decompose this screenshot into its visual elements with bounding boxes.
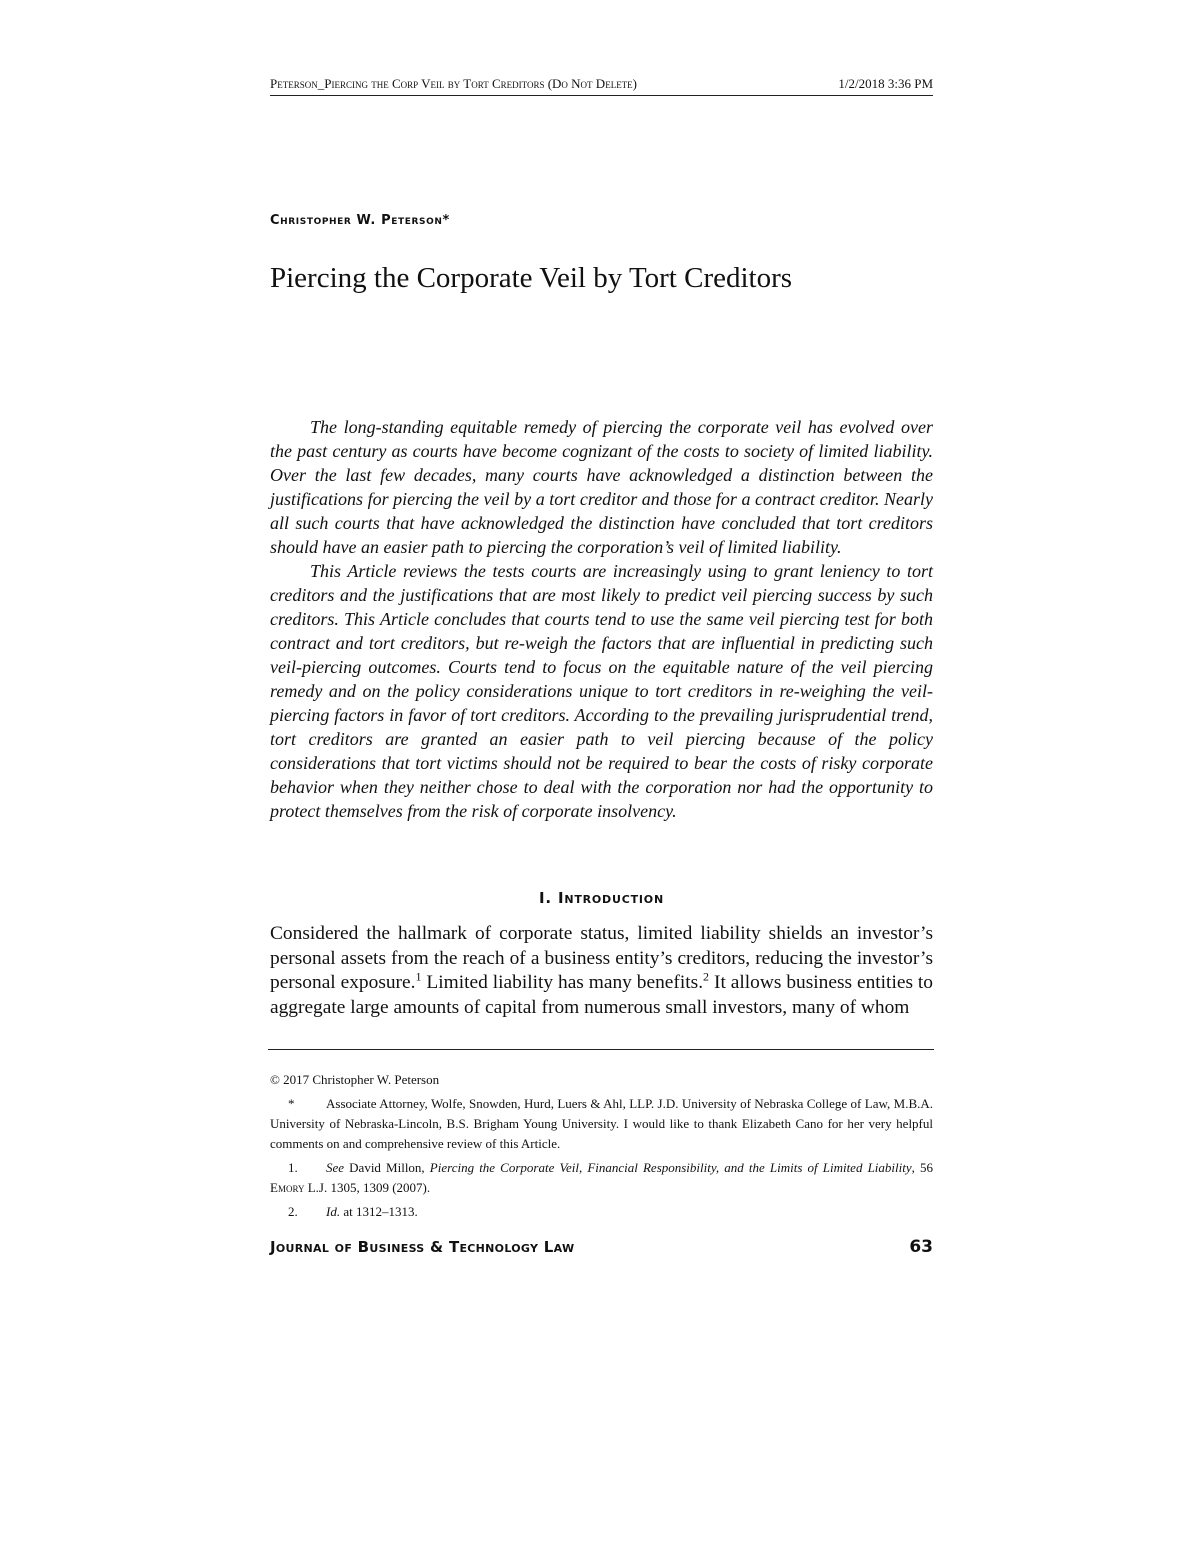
footnote-ref[interactable]: 2 xyxy=(703,969,710,984)
copyright-notice: © 2017 Christopher W. Peterson xyxy=(270,1072,440,1087)
body-text-segment: It allows business entities to aggregate large amounts of capital from numerous small investors, many of whom xyxy=(270,972,934,1018)
footnote-2 xyxy=(270,1202,933,1222)
abstract xyxy=(270,415,933,823)
running-header-title: Peterson_Piercing the Corp Veil by Tort Creditors (Do Not Delete) xyxy=(270,76,638,91)
footnote-1 xyxy=(270,1158,933,1198)
author-footnote xyxy=(270,1094,933,1154)
citation-volume: , 56 xyxy=(911,1160,934,1175)
page-number: 63 xyxy=(909,1237,933,1257)
section-heading: I. Introduction xyxy=(539,889,664,907)
journal-footer xyxy=(270,1237,933,1257)
running-header-timestamp: 1/2/2018 3:36 PM xyxy=(838,76,933,91)
body-text-segment: Considered the hallmark of corporate status, limited liability shields an investor’s personal assets from the reach of a business entity’s creditors, reducing the investor’s personal exposure. xyxy=(270,923,933,993)
footnote-text: Associate Attorney, Wolfe, Snowden, Hurd, Luers & Ahl, LLP. J.D. University of Nebraska College of Law, M.B.A. University of Nebraska-Lincoln, B.S. Brigham Young University. I would like to thank Elizabeth Cano for her very helpful comments on and comprehensive review of this Article. xyxy=(270,1096,933,1151)
abstract-paragraph: The long-standing equitable remedy of piercing the corporate veil has evolved over the past century as courts have become cognizant of the costs to society of limited liability. Over the last few decades, many courts have acknowledged a distinction between the justifications for piercing the veil by a tort creditor and those for a contract creditor. Nearly all such courts that have acknowledged the distinction have concluded that tort creditors should have an easier path to piercing the corporation’s veil of limited liability. xyxy=(270,417,933,557)
citation-signal: See xyxy=(326,1160,345,1175)
footnote-number: * xyxy=(288,1096,295,1111)
footnote-number: 2. xyxy=(288,1204,298,1219)
citation-pages: at 1312–1313. xyxy=(340,1204,418,1219)
footnote-divider xyxy=(268,1049,934,1050)
citation-author: David Millon, xyxy=(344,1160,430,1175)
footnote-ref[interactable]: 1 xyxy=(415,969,422,984)
running-header xyxy=(270,76,933,96)
body-text-segment: Limited liability has many benefits. xyxy=(421,972,704,993)
journal-name: Journal of Business & Technology Law xyxy=(270,1238,575,1256)
citation-journal: Emory xyxy=(270,1180,305,1195)
citation-title: Piercing the Corporate Veil, Financial Responsibility, and the Limits of Limited Liability xyxy=(429,1160,912,1175)
abstract-paragraph: This Article reviews the tests courts are increasingly using to grant leniency to tort creditors and the justifications that are most likely to predict veil piercing success by such creditors. This Article concludes that courts tend to use the same veil piercing test for both contract and tort creditors, but re-weigh the factors that are influential in predicting such veil-piercing outcomes. Courts tend to focus on the equitable nature of the veil piercing remedy and on the policy considerations unique to tort creditors in re-weighing the veil-piercing factors in favor of tort creditors. According to the prevailing jurisprudential trend, tort creditors are granted an easier path to veil piercing because of the policy considerations that tort victims should not be required to bear the costs of risky corporate behavior when they neither chose to deal with the corporation nor had the opportunity to protect themselves from the risk of corporate insolvency. xyxy=(270,561,933,821)
citation-pages: L.J. 1305, 1309 (2007). xyxy=(304,1180,431,1195)
footnotes xyxy=(270,1070,933,1226)
footnote-number: 1. xyxy=(288,1160,298,1175)
article-title: Piercing the Corporate Veil by Tort Creditors xyxy=(270,262,793,294)
citation-id: Id. xyxy=(326,1204,341,1219)
body-paragraph xyxy=(270,922,933,1020)
author-name: Christopher W. Peterson* xyxy=(270,213,450,228)
